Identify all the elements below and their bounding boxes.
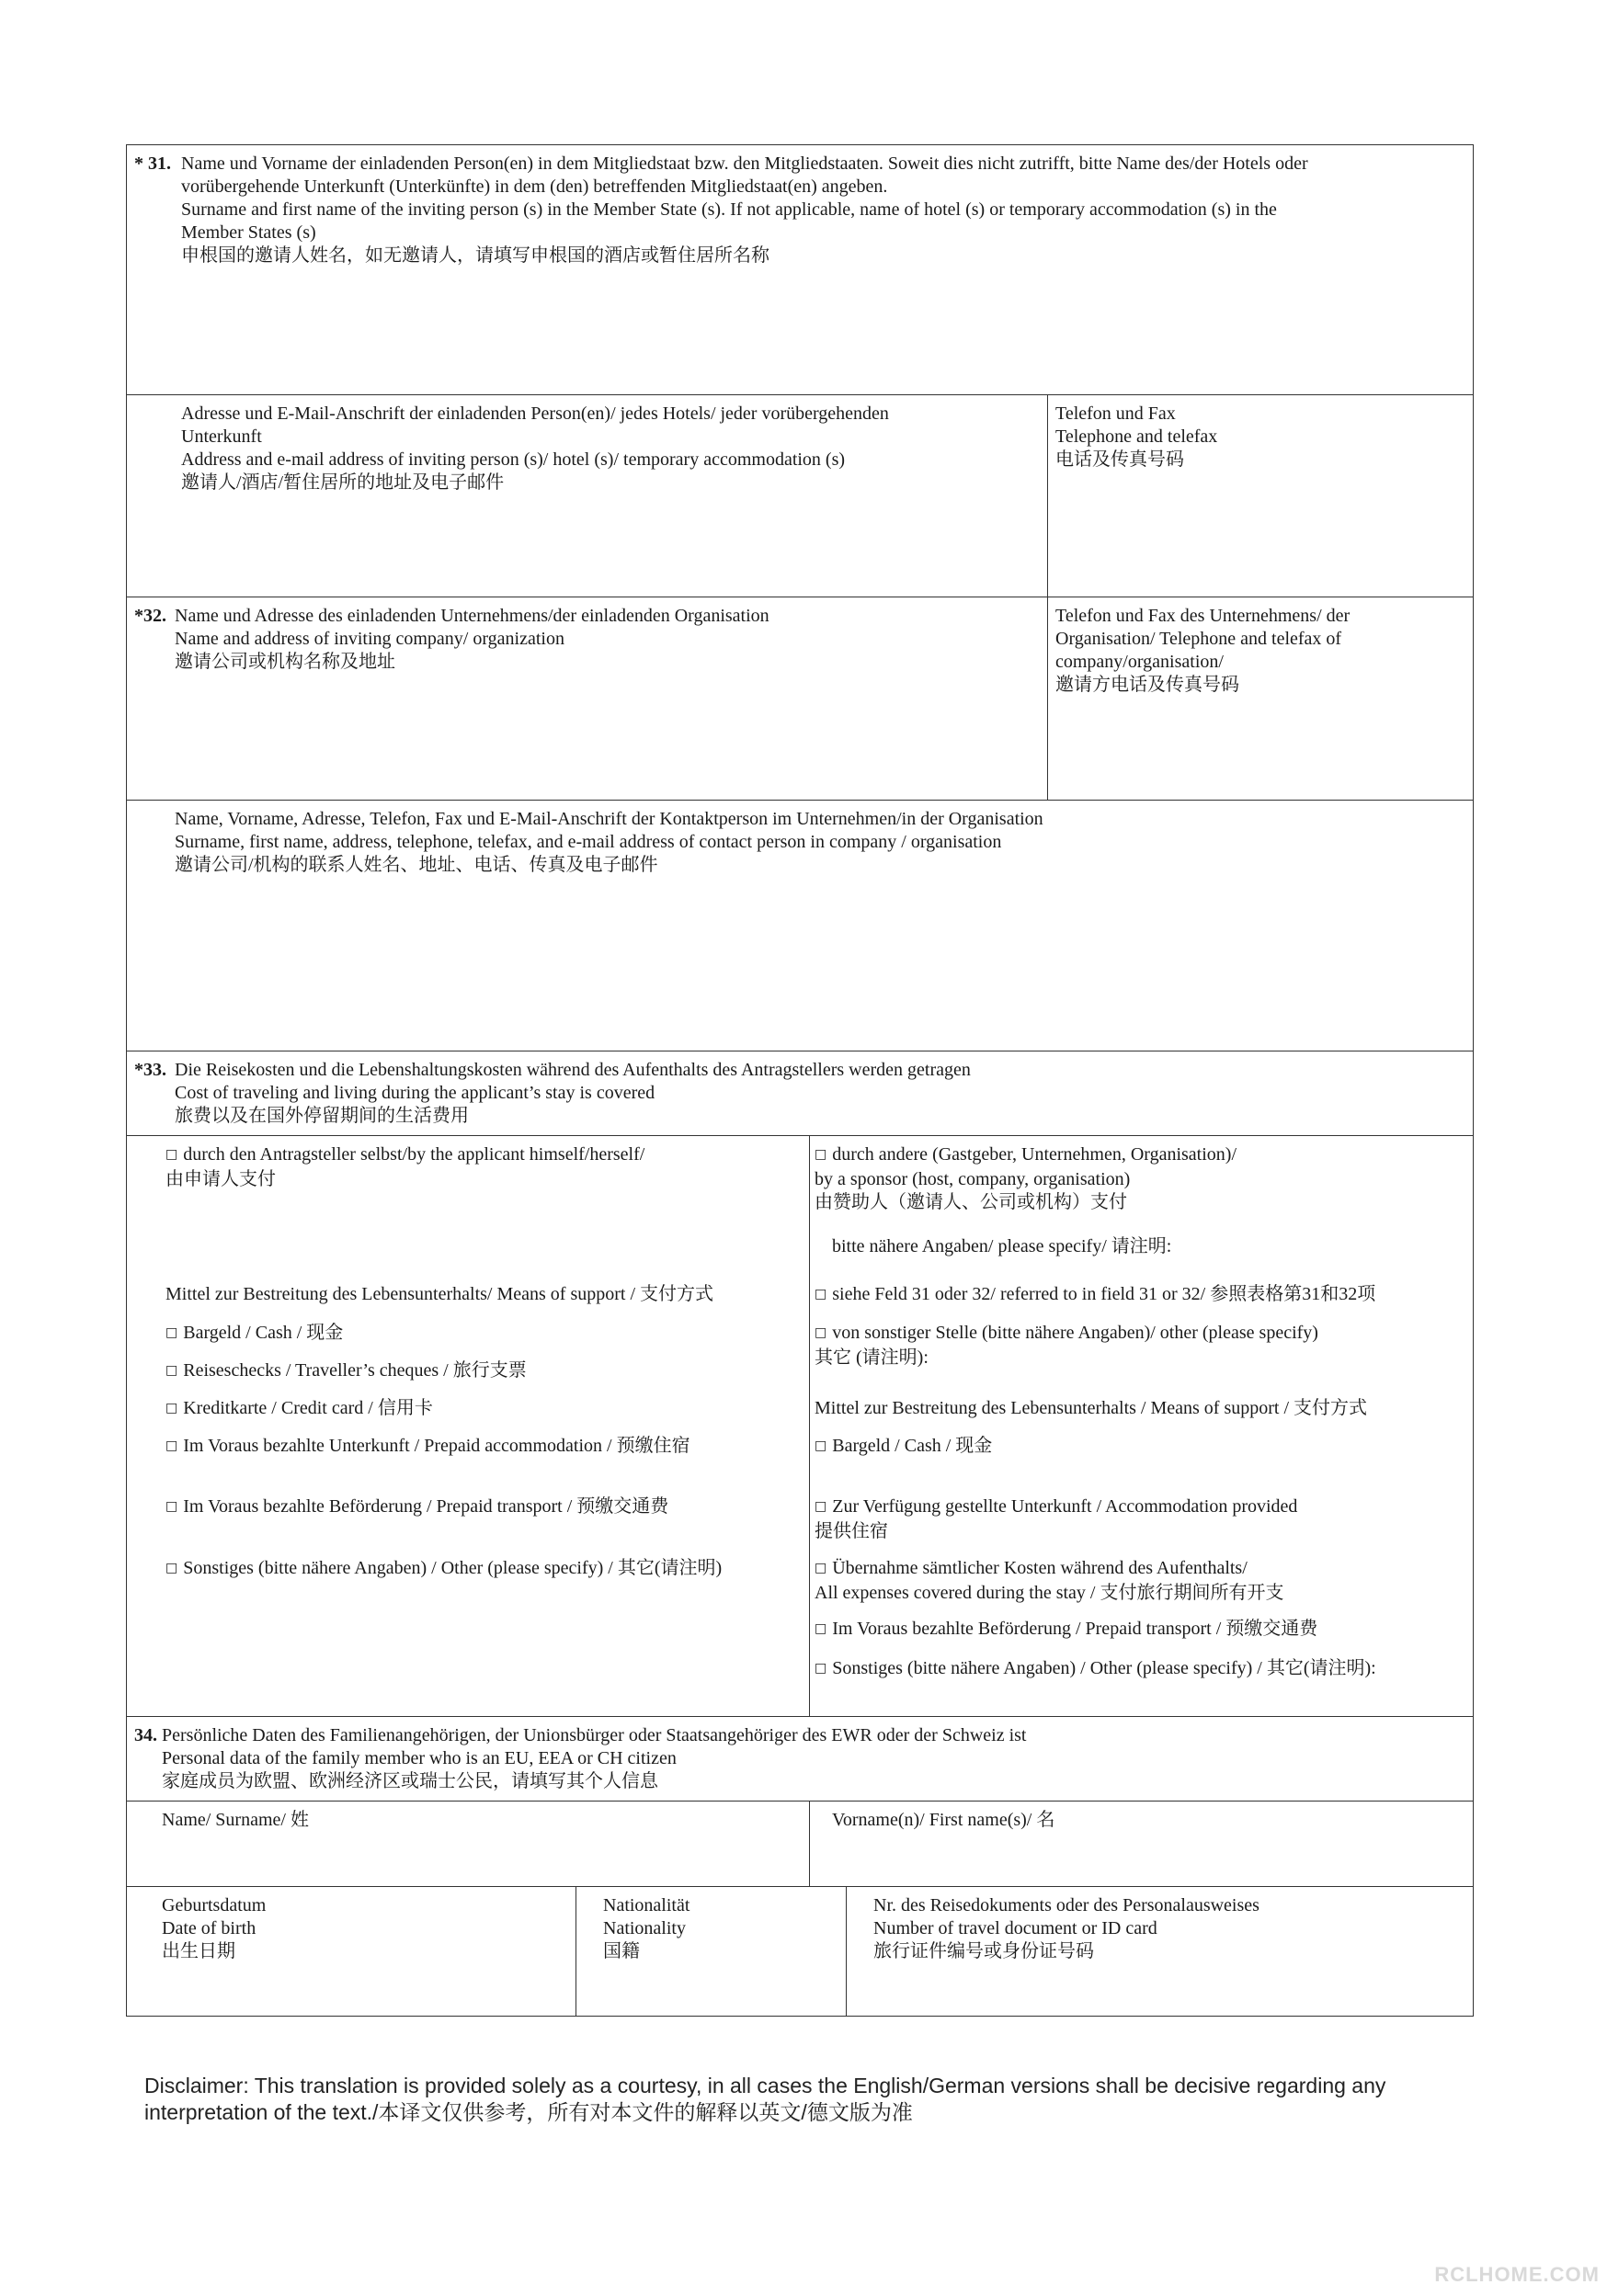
- option-sponsor-label: durch andere (Gastgeber, Unternehmen, Organisation)/ by a sponsor (host, company, organisation) 由赞助人（邀请人、公司或机构）支付: [815, 1144, 1237, 1212]
- option-self[interactable]: [165, 1143, 644, 1191]
- q34-details-row: [126, 1887, 1474, 2017]
- visa-form-page: [126, 144, 1474, 2017]
- option-travellers-cheques[interactable]: [165, 1359, 527, 1384]
- q32-phone-box[interactable]: [1047, 597, 1473, 800]
- option-label: Übernahme sämtlicher Kosten während des Aufenthalts/ All expenses covered during the stay / 支付旅行期间所有开支: [815, 1558, 1284, 1603]
- q32-company-box[interactable]: [127, 597, 1047, 800]
- q33-heading: [126, 1051, 1474, 1136]
- option-label: Sonstiges (bitte nähere Angaben) / Other (please specify) / 其它(请注明):: [832, 1658, 1376, 1678]
- option-credit-card[interactable]: [165, 1397, 433, 1422]
- option-other[interactable]: [165, 1557, 722, 1582]
- option-prepaid-transport[interactable]: [165, 1495, 668, 1520]
- option-self-label: durch den Antragsteller selbst/by the applicant himself/herself/ 由申请人支付: [165, 1144, 645, 1189]
- sponsor-specify[interactable]: bitte nähere Angaben/ please specify/ 请注明:: [832, 1236, 1172, 1256]
- watermark: RCLHOME.COM: [1434, 2263, 1600, 2286]
- q31-phone-box[interactable]: [1047, 395, 1473, 597]
- q34-label: Persönliche Daten des Familienangehörigen, der Unionsbürger oder Staatsangehöriger des EWR oder der Schweiz ist Personal data of the family member who is an EU, EEA or CH citizen 家庭成员为欧盟、欧洲经济区或瑞士公民，请填写其个人信息: [162, 1725, 1027, 1791]
- checkbox-icon[interactable]: □: [165, 1561, 178, 1575]
- checkbox-icon[interactable]: □: [815, 1438, 827, 1453]
- q34-firstname-box[interactable]: [809, 1802, 1473, 1886]
- q31-phone-label: Telefon und Fax Telephone and telefax 电话及传真号码: [1055, 404, 1218, 470]
- checkbox-icon[interactable]: □: [165, 1325, 178, 1340]
- option-label: Bargeld / Cash / 现金: [832, 1436, 993, 1456]
- checkbox-icon[interactable]: □: [165, 1401, 178, 1415]
- checkbox-icon[interactable]: □: [815, 1561, 827, 1575]
- option-sponsor[interactable]: [815, 1143, 1237, 1214]
- q33-label: Die Reisekosten und die Lebenshaltungskosten während des Aufenthalts des Antragstellers werden getragen Cost of traveling and living during the applicant’s stay is covered 旅费以及在国外停留期间的生活费用: [175, 1060, 971, 1126]
- option-label: Im Voraus bezahlte Beförderung / Prepaid transport / 预缴交通费: [183, 1496, 669, 1517]
- left-means-heading: Mittel zur Bestreitung des Lebensunterhalts/ Means of support / 支付方式: [165, 1284, 714, 1304]
- option-label: siehe Feld 31 oder 32/ referred to in field 31 or 32/ 参照表格第31和32项: [832, 1284, 1376, 1304]
- divider: [809, 1136, 810, 1716]
- q34-doc-number-box[interactable]: [846, 1887, 1473, 2016]
- checkbox-icon[interactable]: □: [815, 1499, 827, 1514]
- option-label: Im Voraus bezahlte Unterkunft / Prepaid accommodation / 预缴住宿: [183, 1436, 690, 1456]
- q34-dob-label: Geburtsdatum Date of birth 出生日期: [162, 1895, 267, 1961]
- q31-address-box[interactable]: [127, 395, 1047, 597]
- q33-number: *33.: [134, 1060, 166, 1080]
- disclaimer: Disclaimer: This translation is provided solely as a courtesy, in all cases the English/German versions shall be decisive regarding any interpretation of the text./本译文仅供参考，所有对本文件的解释以英文/德文版为准: [144, 2074, 1386, 2124]
- option-label: Zur Verfügung gestellte Unterkunft / Accommodation provided 提供住宿: [815, 1496, 1298, 1541]
- q34-nationality-box[interactable]: [576, 1887, 846, 2016]
- q31-label: Name und Vorname der einladenden Person(en) in dem Mitgliedstaat bzw. den Mitgliedstaaten. Soweit dies nicht zutrifft, bitte Name des/der Hotels oder vorübergehende Unterkunft (Unterkünfte) in dem (den) betreffenden Mitgliedstaat(en) angeben. Surname and first name of the inviting person (s) in the Member State (s). If not applicable, name of hotel (s) or temporary accommodation (s) in the Member States (s) 申根国的邀请人姓名，如无邀请人，请填写申根国的酒店或暂住居所名称: [181, 153, 1308, 266]
- option-sponsor-prepaid-transport[interactable]: [815, 1618, 1317, 1642]
- q34-nationality-label: Nationalität Nationality 国籍: [603, 1895, 690, 1961]
- q32-contact-label: Name, Vorname, Adresse, Telefon, Fax und E-Mail-Anschrift der Kontaktperson im Unternehmen/in der Organisation Surname, first name, address, telephone, telefax, and e-mail address of contact person in company / organisation 邀请公司/机构的联系人姓名、地址、电话、传真及电子邮件: [175, 809, 1043, 875]
- option-label: Im Voraus bezahlte Beförderung / Prepaid transport / 预缴交通费: [832, 1619, 1318, 1639]
- option-label: Kreditkarte / Credit card / 信用卡: [183, 1398, 433, 1418]
- option-other-source[interactable]: [815, 1322, 1318, 1370]
- option-accommodation-provided[interactable]: [815, 1495, 1297, 1543]
- q34-surname-box[interactable]: [127, 1802, 809, 1886]
- q34-name-row: [126, 1802, 1474, 1887]
- checkbox-icon[interactable]: □: [815, 1147, 827, 1162]
- right-means-heading: Mittel zur Bestreitung des Lebensunterhalts / Means of support / 支付方式: [815, 1398, 1368, 1418]
- option-sponsor-other[interactable]: [815, 1657, 1376, 1682]
- checkbox-icon[interactable]: □: [165, 1499, 178, 1514]
- q32-contact-box[interactable]: [126, 801, 1474, 1051]
- q32-phone-label: Telefon und Fax des Unternehmens/ der Organisation/ Telephone and telefax of company/organisation/ 邀请方电话及传真号码: [1055, 606, 1351, 695]
- q34-firstname-label: Vorname(n)/ First name(s)/ 名: [832, 1810, 1055, 1830]
- option-prepaid-accommodation[interactable]: [165, 1435, 690, 1460]
- q34-dob-box[interactable]: [127, 1887, 576, 2016]
- q34-number: 34.: [134, 1725, 157, 1745]
- q34-heading: [126, 1717, 1474, 1802]
- option-label: von sonstiger Stelle (bitte nähere Angaben)/ other (please specify) 其它 (请注明):: [815, 1323, 1318, 1368]
- q33-options: [126, 1136, 1474, 1717]
- q31-number: * 31.: [134, 153, 171, 174]
- checkbox-icon[interactable]: □: [815, 1661, 827, 1676]
- checkbox-icon[interactable]: □: [165, 1363, 178, 1378]
- checkbox-icon[interactable]: □: [815, 1325, 827, 1340]
- checkbox-icon[interactable]: □: [815, 1287, 827, 1301]
- q32-row: [126, 597, 1474, 801]
- checkbox-icon[interactable]: □: [165, 1147, 178, 1162]
- option-all-expenses[interactable]: [815, 1557, 1283, 1605]
- q32-label: Name und Adresse des einladenden Unternehmens/der einladenden Organisation Name and address of inviting company/ organization 邀请公司或机构名称及地址: [175, 606, 769, 672]
- option-field-ref[interactable]: [815, 1283, 1375, 1308]
- q31-name-box[interactable]: [126, 144, 1474, 395]
- option-label: Reiseschecks / Traveller’s cheques / 旅行支票: [183, 1360, 527, 1381]
- checkbox-icon[interactable]: □: [165, 1438, 178, 1453]
- option-label: Bargeld / Cash / 现金: [183, 1323, 344, 1343]
- checkbox-icon[interactable]: □: [815, 1621, 827, 1636]
- option-label: Sonstiges (bitte nähere Angaben) / Other (please specify) / 其它(请注明): [183, 1558, 723, 1578]
- q32-number: *32.: [134, 606, 166, 626]
- q31-address-row: [126, 395, 1474, 597]
- option-cash[interactable]: [165, 1322, 343, 1347]
- q34-surname-label: Name/ Surname/ 姓: [162, 1810, 309, 1830]
- q34-doc-number-label: Nr. des Reisedokuments oder des Personalausweises Number of travel document or ID card 旅行证件编号或身份证号码: [873, 1895, 1259, 1961]
- q31-address-label: Adresse und E-Mail-Anschrift der einladenden Person(en)/ jedes Hotels/ jeder vorübergehenden Unterkunft Address and e-mail address of inviting person (s)/ hotel (s)/ temporary accommodation (s) 邀请人/酒店/暂住居所的地址及电子邮件: [181, 404, 889, 493]
- option-sponsor-cash[interactable]: [815, 1435, 992, 1460]
